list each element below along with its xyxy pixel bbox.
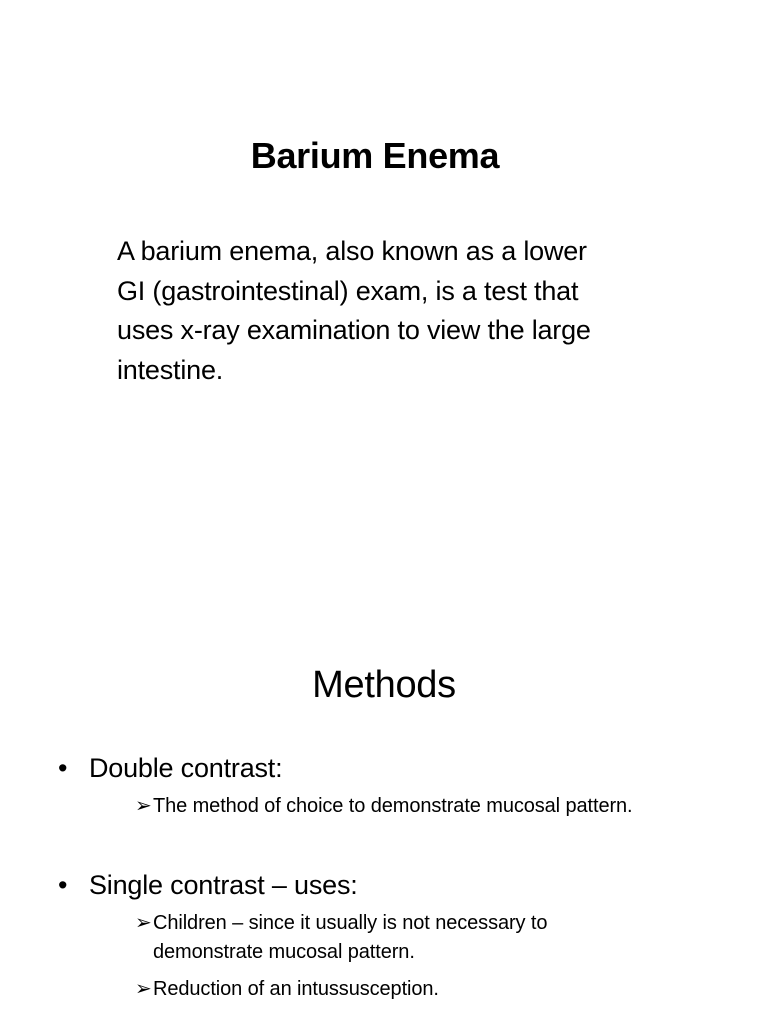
bullet-label: Double contrast: [89,753,283,783]
sub-item-text: The method of choice to demonstrate mucosal pattern. [153,795,633,817]
slide-title: Barium Enema [250,135,500,176]
bullet-icon: • [58,753,68,783]
sub-item-text: Reduction of an intussusception. [153,978,439,1000]
slide-title: Methods [312,664,456,706]
intro-line: A barium enema, also known as a lower [117,236,587,266]
intro-line: GI (gastrointestinal) exam, is a test that [117,275,579,306]
arrow-bullet-icon: ➢ [135,912,152,934]
bullet-item [58,868,358,902]
arrow-bullet-icon: ➢ [135,795,152,817]
bullet-label: Single contrast – uses: [89,870,358,900]
arrow-bullet-icon: ➢ [135,978,152,1000]
slide-methods [0,512,768,1024]
sub-item-text: Children – since it usually is not necessary to [153,912,548,934]
sub-item-text: demonstrate mucosal pattern. [153,941,415,963]
bullet-icon: • [58,870,68,900]
intro-paragraph [117,232,677,390]
sub-item [135,792,735,821]
intro-line: intestine. [117,354,224,385]
bullet-item [58,751,282,785]
sub-item [135,909,735,967]
sub-item [135,975,735,1004]
intro-line: uses x-ray examination to view the large [117,315,591,345]
